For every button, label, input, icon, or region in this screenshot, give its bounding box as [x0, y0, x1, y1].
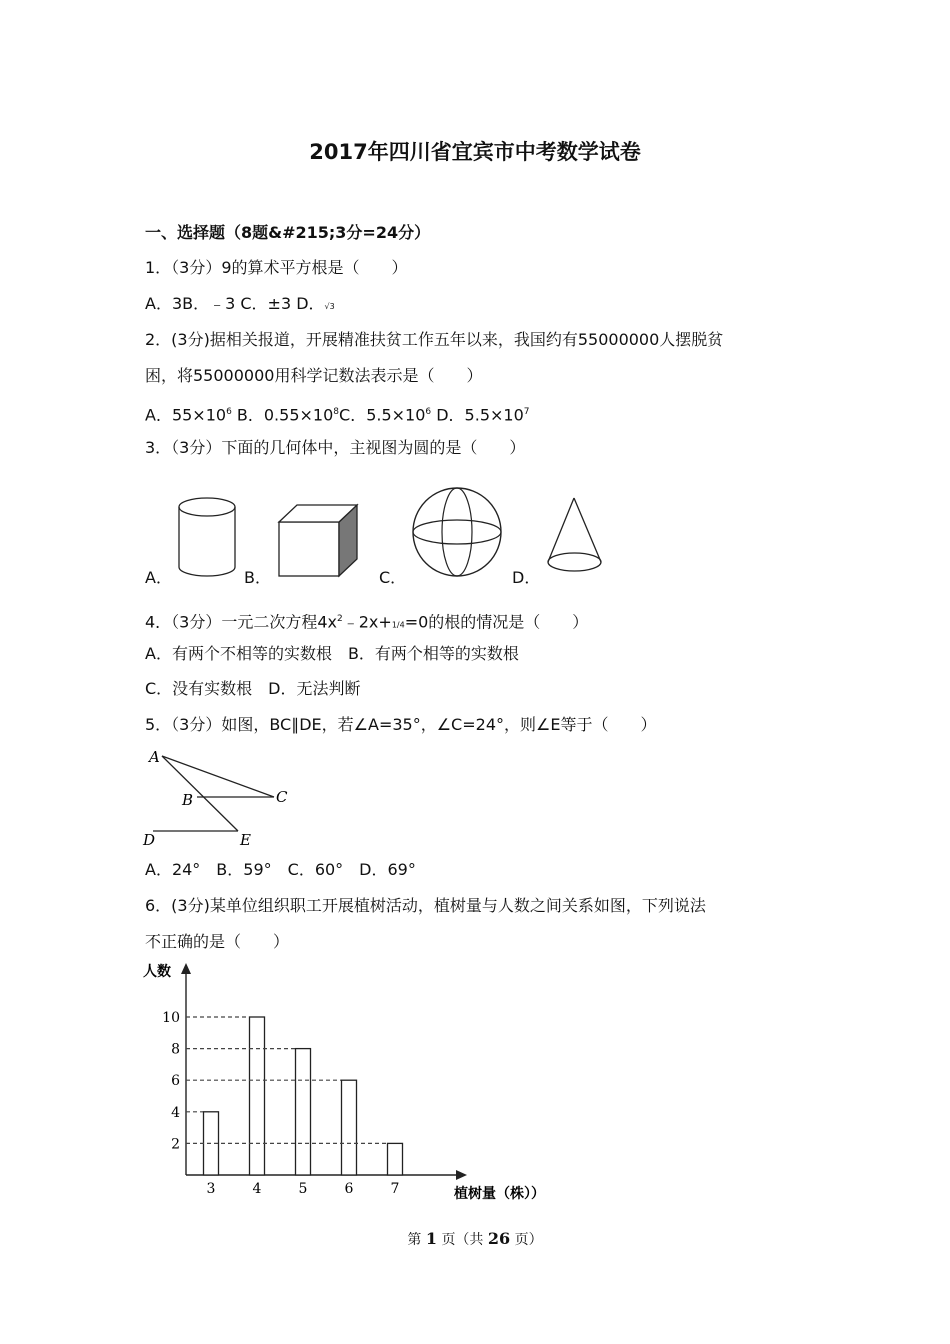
question-6-line2: 不正确的是（ ）: [145, 932, 290, 951]
y-tick-label: 10: [162, 1010, 180, 1026]
point-e-label: E: [240, 831, 251, 849]
x-tick-label: 6: [344, 1181, 354, 1197]
footer-prefix: 第: [407, 1232, 422, 1248]
q4-tiny-fraction: 1/4: [391, 620, 405, 630]
x-tick-label: 5: [298, 1181, 308, 1197]
question-1-options: [145, 293, 335, 318]
x-axis-label: 植树量（株））: [454, 1186, 545, 1202]
point-a-label: A: [149, 748, 160, 766]
q2-exp-d: 7: [523, 407, 530, 417]
q3-label-b: B．: [244, 568, 271, 587]
q2-opt-c: C．5.5×10: [339, 405, 426, 425]
y-tick-label: 6: [171, 1073, 180, 1090]
cube-figure: [276, 502, 360, 580]
q1-tiny-sqrt: √3: [324, 302, 335, 311]
footer-total-pages: 26: [487, 1229, 511, 1248]
question-6-line1: 6．(3分)某单位组织职工开展植树活动，植树量与人数之间关系如图，下列说法: [145, 896, 706, 915]
parallel-lines-figure: [140, 745, 300, 851]
question-4-options-1: A．有两个不相等的实数根 B．有两个相等的实数根: [145, 644, 519, 663]
bar-4: [250, 1017, 265, 1175]
y-tick-label: 8: [171, 1041, 180, 1058]
footer-suffix: 页）: [514, 1232, 543, 1248]
x-tick-label: 3: [206, 1181, 216, 1197]
point-d-label: D: [143, 831, 156, 849]
q2-exp-a: 6: [226, 407, 232, 417]
x-axis-arrow: [456, 1170, 467, 1180]
cylinder-figure: [175, 495, 239, 581]
tree-planting-chart: [140, 960, 580, 1205]
point-c-label: C: [276, 788, 288, 806]
section-heading: 一、选择题（8题&#215;3分=24分）: [145, 223, 431, 242]
x-tick-label: 4: [252, 1181, 262, 1197]
page-footer: [0, 1229, 950, 1249]
question-1-stem: 1．（3分）9的算术平方根是（ ）: [145, 258, 408, 277]
y-tick-label: 2: [171, 1136, 180, 1153]
q2-opt-a: A．55×10: [145, 405, 227, 425]
y-axis-arrow: [181, 963, 191, 974]
question-4-options-2: C．没有实数根 D．无法判断: [145, 679, 361, 698]
cone-figure: [545, 495, 605, 579]
y-tick-label: 4: [171, 1104, 180, 1121]
question-5-stem: 5．（3分）如图，BC∥DE，若∠A=35°，∠C=24°，则∠E等于（ ）: [145, 715, 657, 734]
page-title: 2017年四川省宜宾市中考数学试卷: [309, 140, 641, 164]
question-3-stem: 3．（3分）下面的几何体中，主视图为圆的是（ ）: [145, 438, 526, 457]
q2-opt-b: B．0.55×10: [231, 405, 334, 425]
bar-5: [296, 1049, 311, 1175]
question-2-line2: 困，将55000000用科学记数法表示是（ ）: [145, 366, 483, 385]
q2-exp-b: 8: [333, 407, 340, 417]
q1-options-text: A．3B．﹣3 C．±3 D．: [145, 294, 325, 313]
x-tick-label: 7: [390, 1181, 400, 1197]
q2-exp-c: 6: [425, 407, 432, 417]
q3-label-d: D．: [512, 568, 541, 587]
bar-7: [388, 1143, 403, 1175]
footer-mid: 页（共: [441, 1232, 484, 1248]
question-4-stem: [145, 608, 588, 636]
q4-sup: 2: [337, 614, 343, 624]
q2-opt-d: D．5.5×10: [431, 405, 524, 425]
bar-6: [342, 1080, 357, 1175]
q3-label-a: A．: [145, 568, 172, 587]
y-axis-label: 人数: [143, 964, 171, 980]
question-5-options: A．24° B．59° C．60° D．69°: [145, 860, 416, 879]
question-2-options: [145, 401, 530, 426]
cylinder-top: [179, 498, 235, 516]
q4-stem-b: ﹣2x+: [342, 612, 392, 632]
footer-page-number: 1: [425, 1229, 437, 1248]
q4-stem-c: =0的根的情况是（ ）: [404, 612, 589, 632]
point-b-label: B: [182, 791, 194, 809]
sphere-figure: [411, 486, 503, 578]
q4-stem-a: 4．（3分）一元二次方程4x: [145, 612, 338, 632]
q3-label-c: C．: [379, 568, 407, 587]
question-2-line1: 2．(3分)据相关报道，开展精准扶贫工作五年以来，我国约有55000000人摆脱贫: [145, 330, 724, 349]
